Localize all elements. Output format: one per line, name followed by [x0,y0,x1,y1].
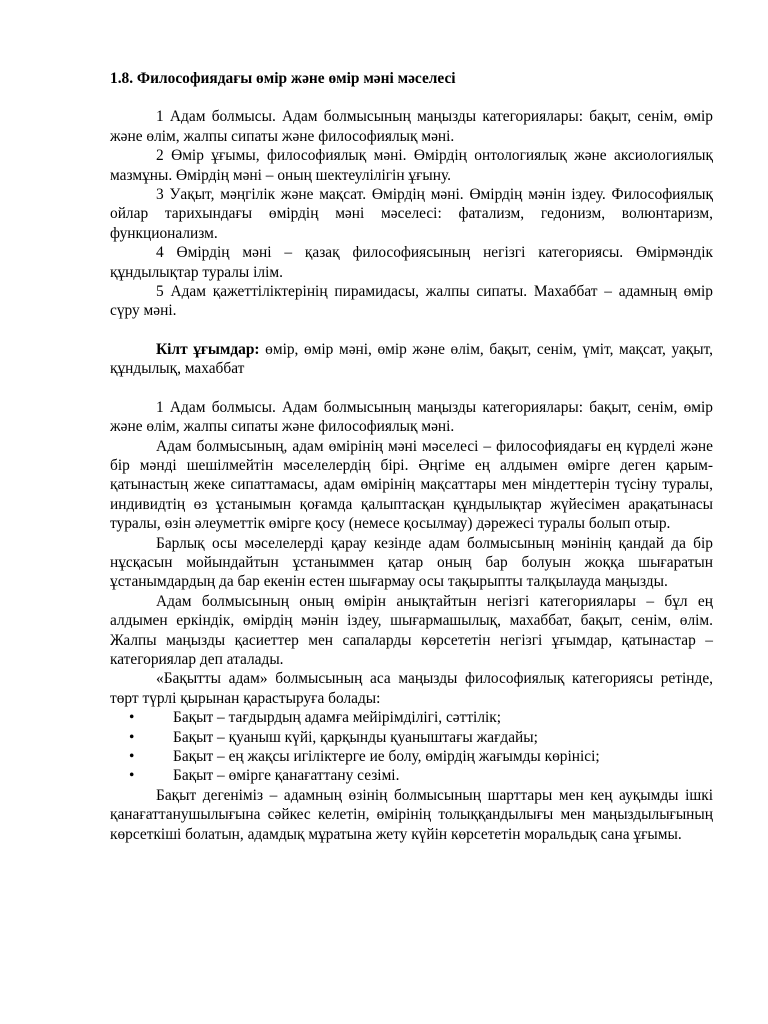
list-item-text: Бақыт – тағдырдың адамға мейірімділігі, сәттілік; [173,709,502,727]
list-item-text: Бақыт – ең жақсы игіліктерге ие болу, өмірдің жағымды көрінісі; [173,748,600,765]
body-paragraph: «Бақытты адам» болмысының аса маңызды философиялық категориясы ретінде, төрт түрлі қырынан қарастыруға болады: [110,670,713,707]
list-item [110,708,713,727]
topic-item: 2 Өмір ұғымы, философиялық мәні. Өмірдің онтологиялық және аксиологиялық мазмұны. Өмірдің мәні – оның шектеулілігін ұғыну. [110,147,713,184]
body-paragraph: Барлық осы мәселелерді қарау кезінде адам болмысының мәнінің қандай да бір нұсқасын мойындайтын ұстаныммен қатар оның бар болуын жоққа шығаратын ұстанымдардың да бар екенін естен шығармау осы тақырыпты талқылауда маңызды. [110,534,713,591]
list-item [110,766,713,785]
keywords-text: өмір, өмір мәні, өмір және өлім, бақыт, сенім, үміт, мақсат, уақыт, құндылық, махаббат [110,340,713,378]
list-item [110,728,713,747]
happiness-aspects-list [110,708,713,786]
document-content [110,69,713,844]
list-item [110,747,713,766]
bullet-icon: • [129,767,135,785]
list-item-text: Бақыт – қуаныш күйі, қарқынды қуаныштағы жағдайы; [173,728,538,746]
body-section-title: 1 Адам болмысы. Адам болмысының маңызды категориялары: бақыт, сенім, өмір және өлім, жалпы сипаты және философиялық мәні. [110,398,713,436]
body-paragraph: Адам болмысының оның өмірін анықтайтын негізгі категориялары – бұл ең алдымен еркіндік, өмірдің мәнін іздеу, шығармашылық, махаббат, бақыт, сенім, өлім. Жалпы маңызды қасиеттер мен сапаларды көрсететін негізгі ұғымдар, қатынастар – категориялар деп аталады. [110,592,713,668]
spacer [110,379,713,398]
topic-item: 1 Адам болмысы. Адам болмысының маңызды категориялары: бақыт, сенім, өмір және өлім, жалпы сипаты және философиялық мәні. [110,108,713,145]
body-paragraph: Бақыт дегеніміз – адамның өзінің болмысының шарттары мен кең ауқымды ішкі қанағаттанушылығына сәйкес келетін, өмірінің толыққандылығы мен маңыздылығының көрсеткіші болатын, адамдық мұратына жету күйін көрсететін моральдық сана ұғымы. [110,786,713,843]
list-item-text: Бақыт – өмірге қанағаттану сезімі. [173,767,400,785]
keywords-label: Кілт ұғымдар: [156,340,260,358]
bullet-icon: • [129,709,135,727]
bullet-icon: • [129,748,135,765]
body-paragraph: Адам болмысының, адам өмірінің мәні мәселесі – философиядағы ең күрделі және бір мәнді шешілмейтін мәселелердің бірі. Әңгіме ең алдымен өмірге деген қарым-қатынастың жеке сипаттамасы, адам өмірінің мақсаттары мен міндеттерін түсіну туралы, индивидтің өз ұстанымын қоғамда қалыптасқан құндылықтар жүйесімен арақатынасы туралы, өзін әлеуметтік өмірге қосу (немесе қосылмау) дәрежесі туралы болып отыр. [110,437,713,533]
section-heading: 1.8. Философиядағы өмір және өмір мәні мәселесі [110,70,456,87]
topics-list [110,107,713,320]
bullet-icon: • [129,728,135,746]
topic-item: 3 Уақыт, мәңгілік және мақсат. Өмірдің мәні. Өмірдің мәнін іздеу. Философиялық ойлар тарихындағы өмірдің мәні мәселесі: фатализм, гедонизм, волюнтаризм, функционализм. [110,186,713,242]
topic-item: 5 Адам қажеттіліктерінің пирамидасы, жалпы сипаты. Махаббат – адамның өмір сүру мәні. [110,283,713,320]
spacer [110,321,713,340]
topic-item: 4 Өмірдің мәні – қазақ философиясының негізгі категориясы. Өмірмәндік құндылықтар туралы ілім. [110,244,713,281]
keywords-paragraph [110,340,713,379]
